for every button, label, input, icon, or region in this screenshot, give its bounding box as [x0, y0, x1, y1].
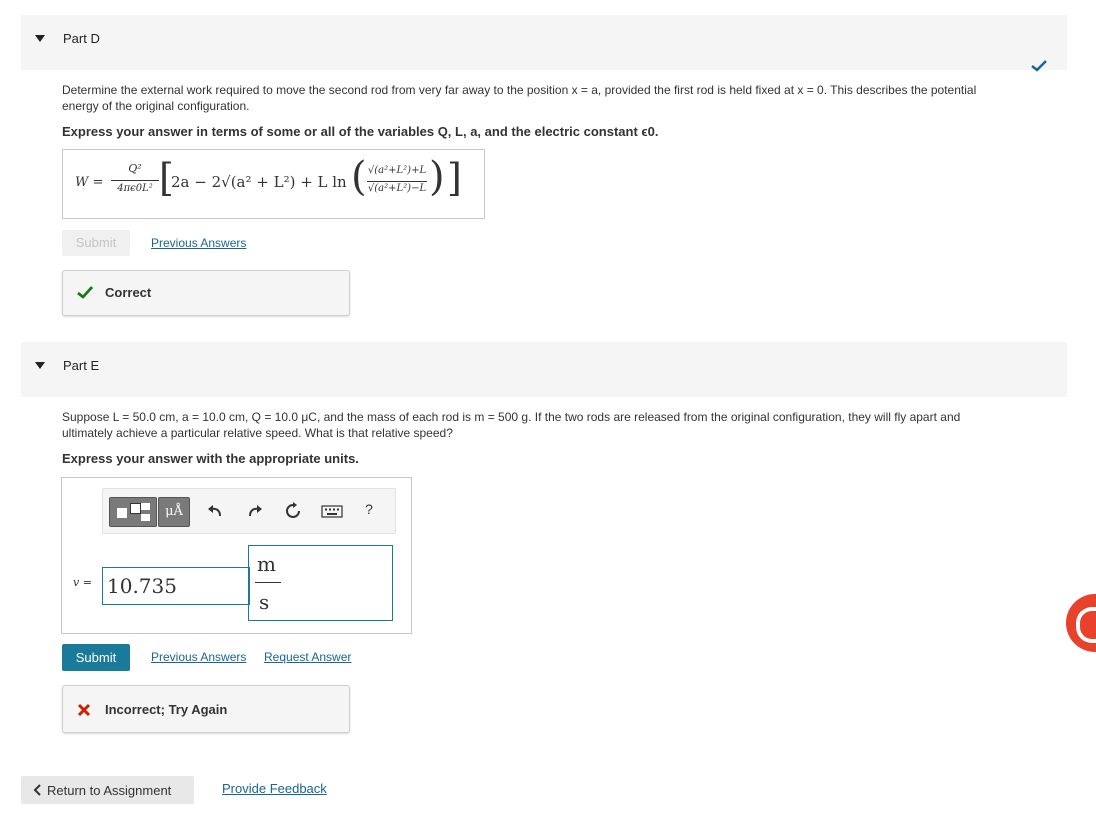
incorrect-x-icon: [77, 703, 91, 717]
answer-input-area-e: [61, 477, 412, 634]
math-toolbar: [102, 488, 396, 534]
provide-feedback-link[interactable]: Provide Feedback: [222, 781, 327, 796]
previous-answers-link-d[interactable]: Previous Answers: [151, 236, 247, 250]
left-paren: (: [351, 154, 367, 200]
submit-button-d[interactable]: Submit: [62, 230, 130, 256]
unit-input[interactable]: [248, 545, 393, 621]
unit-fraction-line: [255, 582, 281, 583]
template-superscript-icon: [130, 503, 141, 514]
redo-icon[interactable]: [247, 503, 263, 519]
feedback-label-e: Incorrect; Try Again: [105, 702, 228, 717]
feedback-incorrect: [62, 685, 350, 733]
answer-expression: 2a − 2√(a² + L²) + L ln: [171, 173, 347, 191]
unit-denominator[interactable]: s: [259, 590, 270, 614]
floating-help-button[interactable]: [1066, 594, 1096, 652]
feedback-correct: [62, 270, 350, 316]
part-e-description: Suppose L = 50.0 cm, a = 10.0 cm, Q = 10.0 μC, and the mass of each rod is m = 500 g. If the two rods are released from the original configuration, they will fly apart and ultimately achieve a particular relative speed. What is that relative speed?: [62, 410, 961, 440]
right-paren: ): [429, 154, 445, 200]
answer-display-d: [62, 149, 485, 219]
part-e-title: Part E: [63, 358, 100, 373]
part-d-title: Part D: [63, 31, 100, 46]
undo-icon[interactable]: [207, 503, 223, 519]
collapse-caret-icon[interactable]: [35, 35, 45, 42]
right-bracket: ]: [447, 156, 462, 200]
part-d-instruction: Express your answer in terms of some or all of the variables Q, L, a, and the electric constant ϵ0.: [62, 124, 659, 139]
left-bracket: [: [159, 156, 174, 200]
answer-var-v: v =: [73, 576, 92, 589]
return-to-assignment-button[interactable]: [21, 776, 194, 804]
part-d-description: Determine the external work required to move the second rod from very far away to the position x = a, provided the first rod is held fixed at x = 0. This describes the potential energy of the original configuration.: [62, 83, 977, 113]
previous-answers-link-e[interactable]: Previous Answers: [151, 650, 247, 664]
part-d-header[interactable]: [21, 15, 1067, 70]
reset-icon[interactable]: [284, 502, 302, 520]
frac-den: 4πϵ0L²: [117, 183, 153, 194]
feedback-label-d: Correct: [105, 285, 152, 300]
inner-frac-den: √(a²+L²)−L: [367, 183, 427, 194]
chevron-left-icon: [33, 784, 41, 796]
value-input[interactable]: 10.735: [102, 567, 250, 605]
units-button[interactable]: μÅ: [158, 497, 190, 527]
inner-frac-line: [367, 181, 427, 182]
part-e-header[interactable]: [21, 342, 1067, 397]
submit-button-e[interactable]: Submit: [62, 644, 130, 671]
keyboard-icon[interactable]: [321, 505, 343, 518]
return-label: Return to Assignment: [47, 783, 172, 798]
template-block-icon: [117, 508, 127, 518]
check-icon: [1031, 60, 1047, 72]
inner-frac-num: √(a²+L²)+L: [367, 165, 427, 176]
help-icon[interactable]: ?: [365, 501, 373, 517]
template-fraction-bottom-icon: [141, 514, 150, 521]
answer-var-w: W =: [75, 175, 104, 190]
templates-button[interactable]: [109, 497, 157, 527]
correct-check-icon: [77, 286, 93, 299]
collapse-caret-icon[interactable]: [35, 362, 45, 369]
request-answer-link[interactable]: Request Answer: [264, 650, 352, 664]
frac-num: Q²: [128, 162, 142, 175]
part-e-instruction: Express your answer with the appropriate units.: [62, 451, 359, 466]
chat-icon: [1076, 607, 1096, 643]
template-fraction-top-icon: [141, 503, 150, 510]
unit-numerator[interactable]: m: [257, 552, 276, 576]
frac-line: [111, 180, 159, 181]
